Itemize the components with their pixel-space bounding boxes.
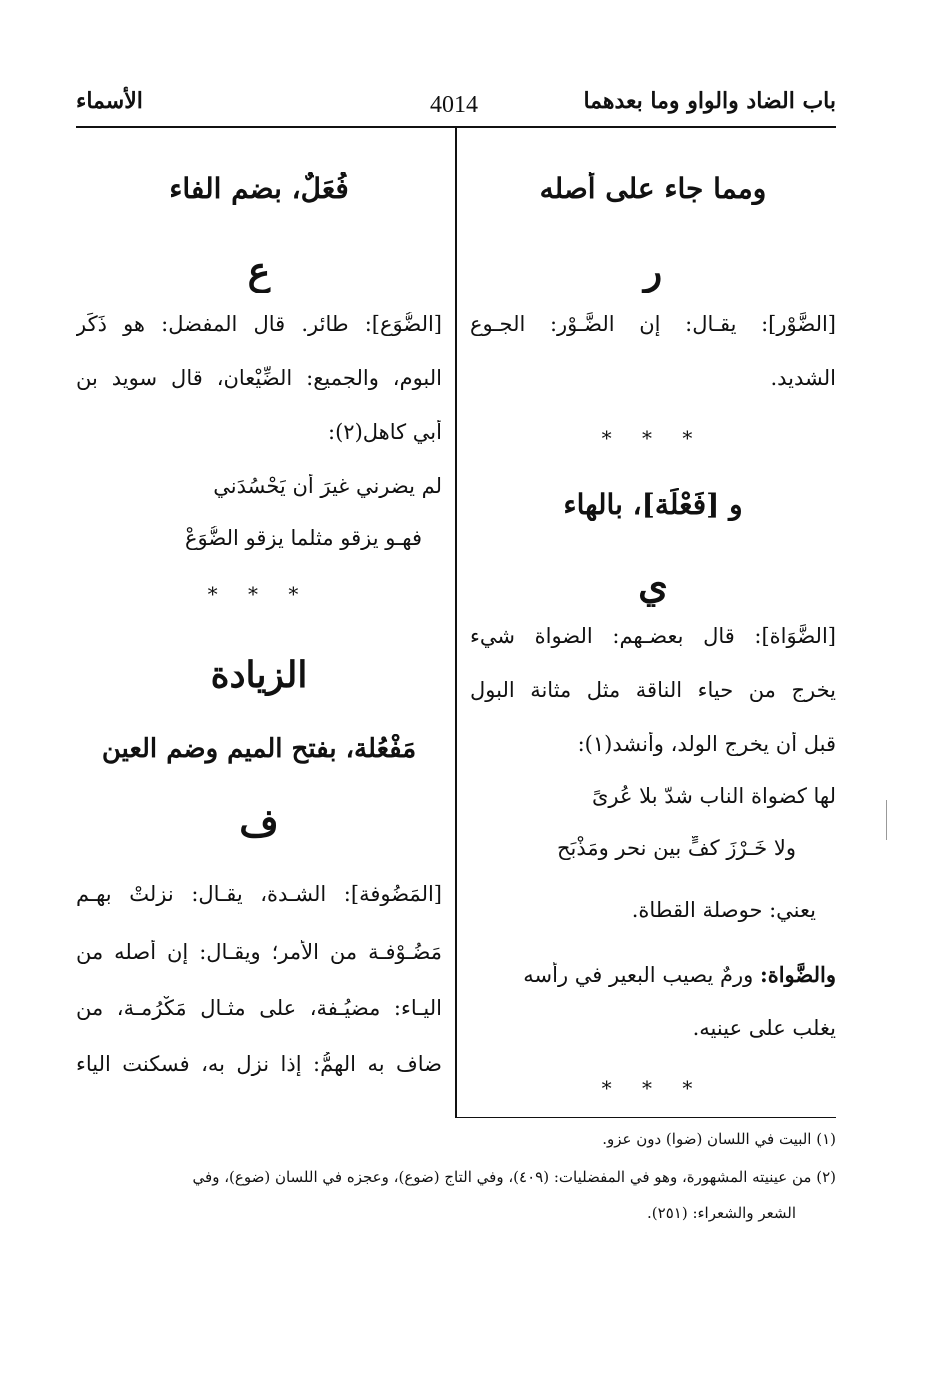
entry-line: [المَضُوفة]: الشـدة، يقـال: نزلتْ بهـم xyxy=(76,882,442,906)
footnote: (٢) من عينيته المشهورة، وهو في المفضليات: (٤٠٩)، وفي التاج (ضوع)، وعجزه في اللسان (ضوع)، وفي xyxy=(192,1168,836,1186)
footnote-rule xyxy=(455,1117,836,1118)
root-letter: ي xyxy=(638,562,668,607)
running-header-chapter: باب الضاد والواو وما بعدهما xyxy=(583,88,836,114)
root-letter: ف xyxy=(239,800,279,845)
section-heading: فُعَلٌ، بضم الفاء xyxy=(169,172,349,205)
section-heading: و [فَعْلَة]، بالهاء xyxy=(563,488,743,521)
entry-line: [الضَّوَاة]: قال بعضـهم: الضواة شيء xyxy=(470,624,836,648)
section-heading: الزيادة xyxy=(210,654,308,696)
entry-line: مَضُـوْفـة من الأمر؛ ويقـال: إن أصله من xyxy=(76,940,442,964)
entry-line: يعني: حوصلة القطاة. xyxy=(631,898,816,922)
entry-line: قبل أن يخرج الولد، وأنشد(١): xyxy=(577,732,836,756)
margin-mark xyxy=(886,800,887,840)
footnote: الشعر والشعراء: (٢٥١). xyxy=(647,1204,796,1222)
root-letter: ر xyxy=(643,248,663,293)
verse-line: ولا خَـرْزَ كفٍّ بين نحرٍ ومَذْبَحِ xyxy=(556,836,796,860)
entry-line: يغلب على عينيه. xyxy=(692,1016,836,1040)
verse-line: لها كضواة الناب شدّ بلا عُرىً xyxy=(591,784,836,808)
verse-line: فهـو يزقو مثلما يزقو الضُّوَعْ xyxy=(185,526,422,550)
entry-line: يخرج من حياء الناقة مثل مثانة البول xyxy=(470,678,836,702)
entry-line: ضاف به الهمُّ: إذا نزل به، فسكنت الياء xyxy=(76,1052,442,1076)
entry-line: [الضُّوَع]: طائر. قال المفضل: هو ذَكَر xyxy=(76,312,442,336)
running-header-section: الأسماء xyxy=(76,88,143,114)
entry-line xyxy=(470,962,836,987)
column-divider xyxy=(455,128,457,1118)
section-separator: * * * xyxy=(601,426,705,450)
section-heading: مَفْعُلة، بفتح الميم وضم العين xyxy=(101,734,417,764)
verse-line: لم يضرني غيرَ أن يَحْسُدَني xyxy=(213,474,442,498)
entry-line: أبي كاهل(٢): xyxy=(328,420,442,444)
entry-line: اليـاء: مضيُـفة، على مثـال مَكْرُمـة، من xyxy=(76,996,442,1020)
root-letter: ع xyxy=(247,248,271,293)
footnote: (١) البيت في اللسان (ضوا) دون عزو. xyxy=(602,1130,836,1148)
section-separator: * * * xyxy=(207,582,311,606)
entry-line: الشديد. xyxy=(770,366,836,390)
entry-text: ورمٌ يصيب البعير في رأسه xyxy=(523,963,760,987)
section-separator: * * * xyxy=(601,1076,705,1100)
entry-line: [الضَّوْر]: يقـال: إن الضَّـوْر: الجـوع xyxy=(470,312,836,336)
entry-headword: والضَّواة: xyxy=(759,962,836,987)
page-number: 4014 xyxy=(430,92,478,118)
entry-line: البوم، والجميع: الضِّيْعان، قال سويد بن xyxy=(76,366,442,390)
section-heading: ومما جاء على أصله xyxy=(539,172,767,205)
